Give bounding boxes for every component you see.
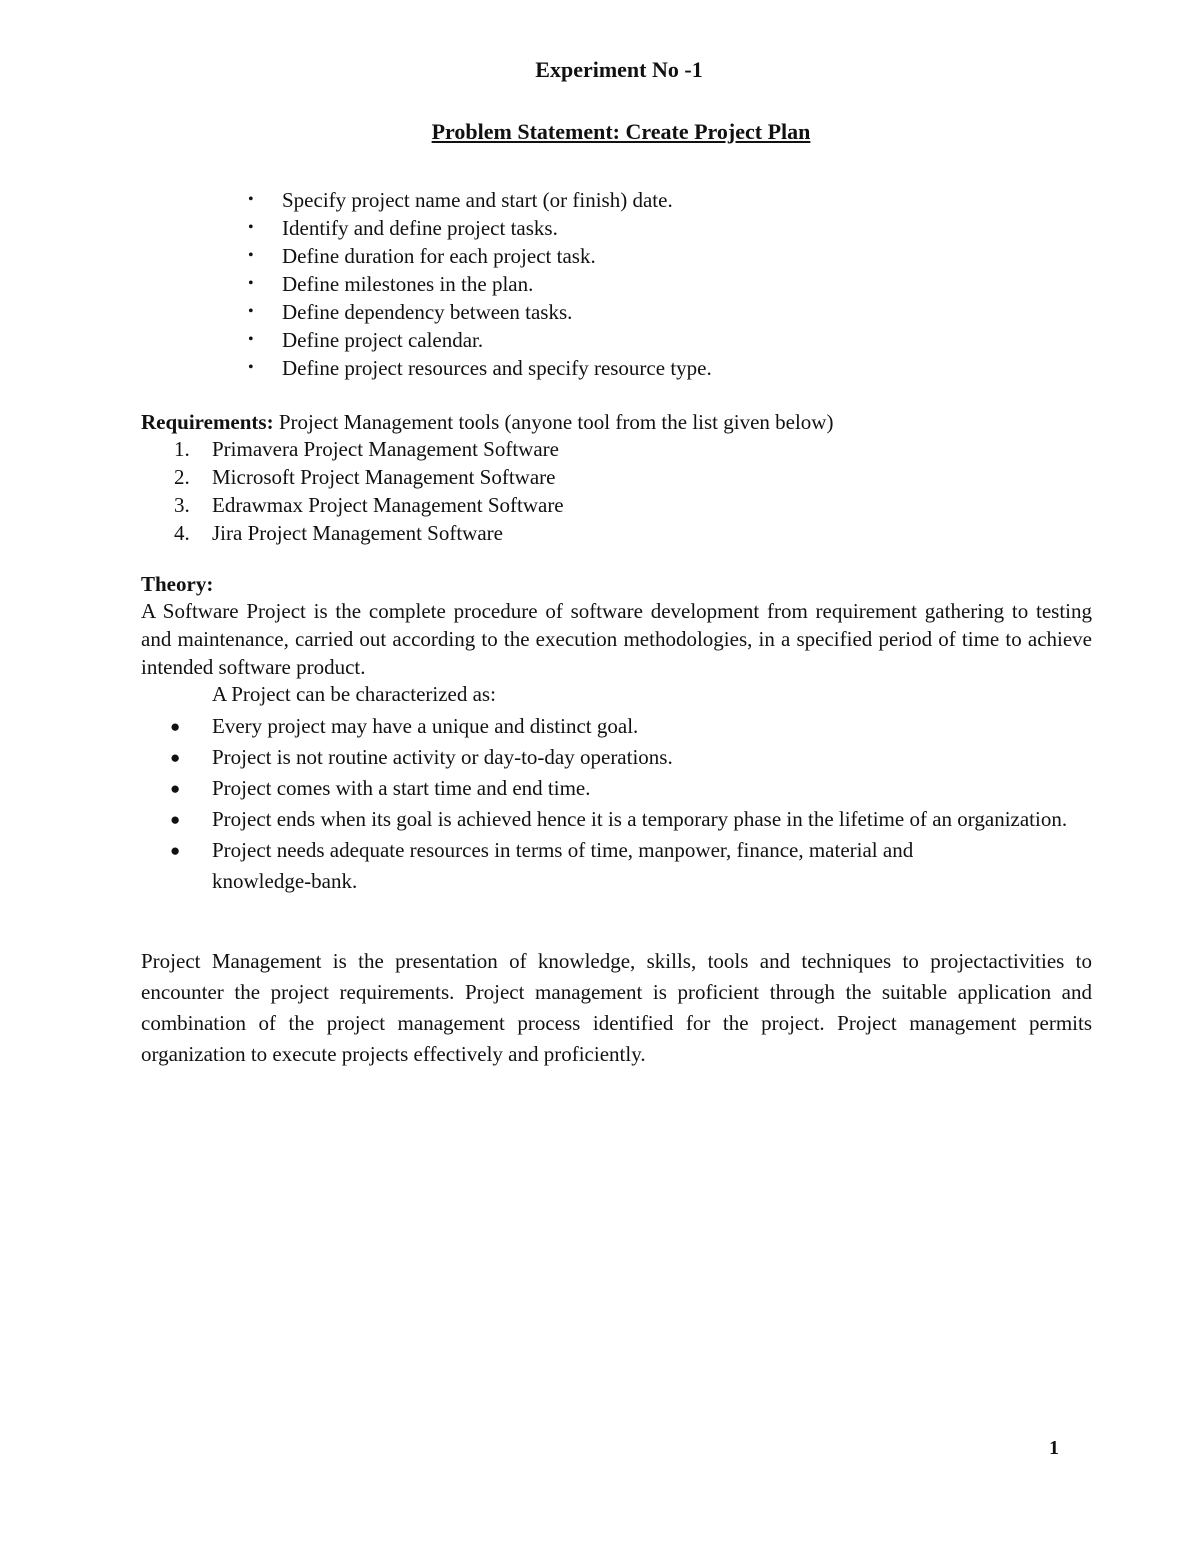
list-item: 4. Jira Project Management Software (174, 521, 503, 545)
project-management-paragraph: Project Management is the presentation of knowledge, skills, tools and techniques to projectactivities to encounter the project requirements. Project management is proficient through the suitable application and combination of the project management process identified for the project. Project management permits organization to execute projects effectively and proficiently. (141, 949, 1092, 1066)
list-item: ● Every project may have a unique and distinct goal. (166, 711, 1096, 742)
requirements-text: Project Management tools (anyone tool from the list given below) (273, 410, 834, 434)
list-item: • Define duration for each project task. (248, 244, 596, 268)
list-item: 1. Primavera Project Management Software (174, 437, 559, 461)
list-item: ● Project needs adequate resources in terms of time, manpower, finance, material and knowledge-bank. (166, 835, 1012, 897)
list-item: ● Project comes with a start time and end time. (166, 773, 1096, 804)
bullet-icon: ● (170, 810, 181, 829)
page-number: 1 (1049, 1437, 1059, 1459)
list-item: • Define milestones in the plan. (248, 272, 534, 296)
bullet-icon: ● (170, 748, 181, 767)
bullet-icon: • (248, 219, 254, 236)
bullet-icon: • (248, 359, 254, 376)
bullet-icon: ● (170, 841, 181, 860)
tools-list (174, 435, 564, 547)
list-item: • Define project calendar. (248, 328, 484, 352)
bullet-icon: ● (170, 717, 181, 736)
bullet-icon: • (248, 275, 254, 292)
list-item: ● Project ends when its goal is achieved hence it is a temporary phase in the lifetime of an organization. (166, 804, 1068, 835)
list-item: 3. Edrawmax Project Management Software (174, 493, 564, 517)
list-item: • Specify project name and start (or finish) date. (248, 188, 673, 212)
characteristics-list (166, 711, 1096, 897)
theory-heading: Theory: (141, 572, 214, 596)
bullet-icon: ● (170, 779, 181, 798)
list-item: ● Project is not routine activity or day-to-day operations. (166, 742, 1096, 773)
experiment-title: Experiment No -1 (535, 57, 703, 82)
bullet-icon: • (248, 191, 254, 208)
characterized-intro: A Project can be characterized as: (212, 682, 496, 706)
bullet-icon: • (248, 247, 254, 264)
list-item: • Define dependency between tasks. (248, 300, 573, 324)
list-item: • Define project resources and specify resource type. (248, 356, 712, 380)
theory-paragraph: A Software Project is the complete procedure of software development from requirement gathering to testing and maintenance, carried out according to the execution methodologies, in a specified period of time to achieve intended software product. (141, 599, 1092, 679)
requirements-line (141, 408, 833, 436)
task-list (246, 186, 712, 382)
bullet-icon: • (248, 331, 254, 348)
bullet-icon: • (248, 303, 254, 320)
list-item: 2. Microsoft Project Management Software (174, 465, 556, 489)
list-item: • Identify and define project tasks. (248, 216, 558, 240)
problem-statement-heading: Problem Statement: Create Project Plan (431, 119, 811, 144)
requirements-label: Requirements: (141, 410, 274, 434)
